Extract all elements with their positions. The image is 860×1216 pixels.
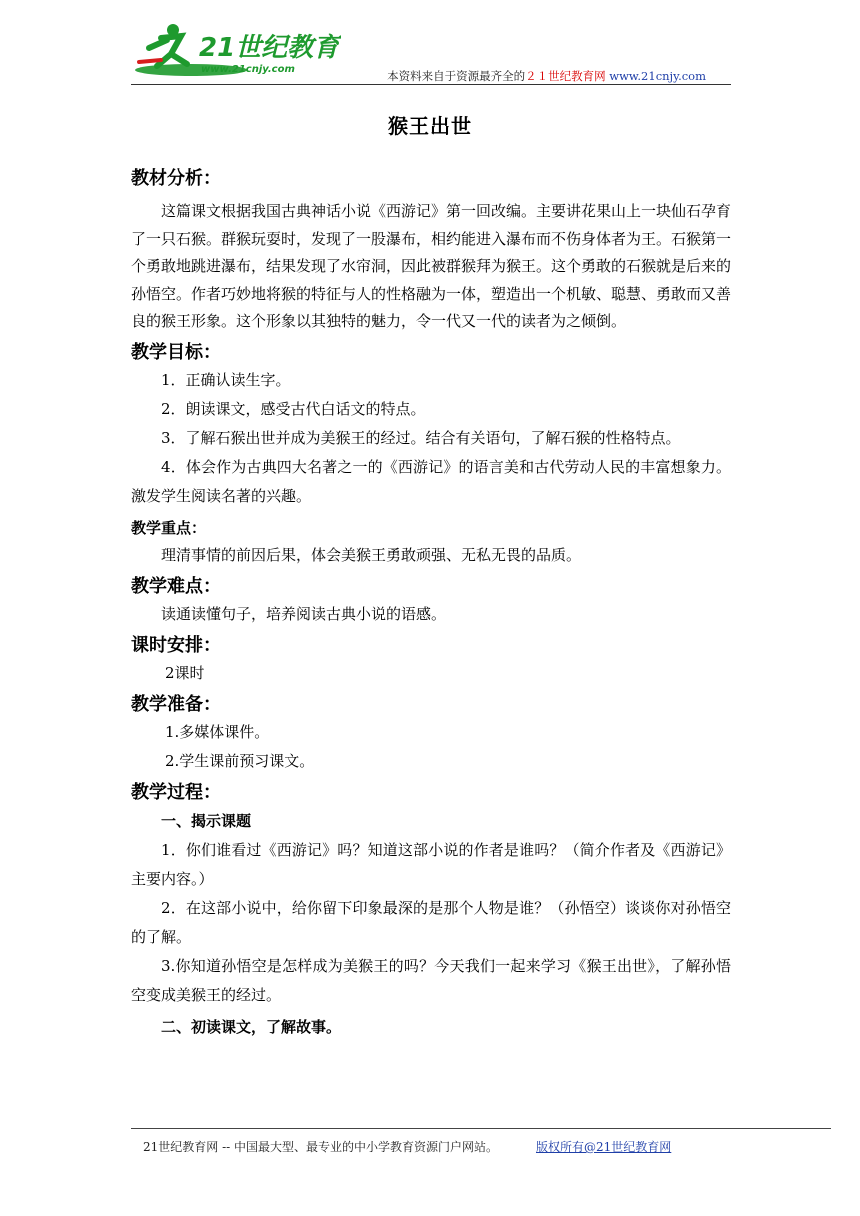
analysis-paragraph: 这篇课文根据我国古典神话小说《西游记》第一回改编。主要讲花果山上一块仙石孕育了一只石猴。群猴玩耍时，发现了一股瀑布，相约能进入瀑布而不伤身体者为王。石猴第一个勇敢地跳进瀑布，结果发现了水帘洞，因此被群猴拜为猴王。这个勇敢的石猴就是后来的孙悟空。作者巧妙地将猴的特征与人的性格融为一体，塑造出一个机敏、聪慧、勇敢而又善良的猴王形象。这个形象以其独特的魅力，令一代又一代的读者为之倾倒。 — [131, 202, 732, 330]
goal-item: 2．朗读课文，感受古代白话文的特点。 — [161, 399, 426, 418]
heading-process: 教学过程： — [131, 781, 221, 803]
heading-analysis: 教材分析： — [131, 168, 221, 189]
difficulty-text: 读通读懂句子，培养阅读古典小说的语感。 — [161, 604, 447, 623]
logo-21cnjy — [131, 20, 341, 82]
header-note-url[interactable]: www.21cnjy.com — [609, 69, 706, 83]
process-item: 2．在这部小说中，给你留下印象最深的是那个人物是谁？（孙悟空）谈谈你对孙悟空的了解。 — [131, 898, 731, 946]
goal-item: 3．了解石猴出世并成为美猴王的经过。结合有关语句，了解石猴的性格特点。 — [161, 428, 681, 447]
goal-item: 4．体会作为古典四大名著之一的《西游记》的语言美和古代劳动人民的丰富想象力。激发学生阅读名著的兴趣。 — [131, 457, 731, 505]
process-item: 3.你知道孙悟空是怎样成为美猴王的吗？今天我们一起来学习《猴王出世》，了解孙悟空变成美猴王的经过。 — [131, 956, 731, 1004]
footer-copyright-link[interactable]: 版权所有@21世纪教育网 — [536, 1140, 672, 1154]
heading-schedule: 课时安排： — [131, 634, 221, 656]
process-part-2: 二、初读课文，了解故事。 — [161, 1017, 342, 1036]
process-item: 1．你们谁看过《西游记》吗？知道这部小说的作者是谁吗？（简介作者及《西游记》主要内容。） — [131, 840, 731, 888]
heading-difficulty: 教学难点： — [131, 575, 221, 597]
schedule-text: 2课时 — [165, 663, 205, 682]
prep-item: 1.多媒体课件。 — [165, 722, 270, 741]
header-source-note — [387, 68, 706, 84]
header-note-prefix: 本资料来自于资源最齐全的 — [387, 69, 526, 83]
heading-goals: 教学目标： — [131, 341, 221, 363]
document-body — [131, 166, 731, 1042]
heading-key-points: 教学重点： — [131, 518, 207, 537]
prep-item: 2.学生课前预习课文。 — [165, 751, 315, 770]
svg-text:21世纪教育: 21世纪教育 — [199, 33, 340, 63]
page-header — [131, 20, 731, 86]
heading-preparation: 教学准备： — [131, 693, 221, 715]
page-footer — [143, 1138, 671, 1155]
header-note-highlight: ２１世纪教育网 — [525, 69, 606, 83]
process-part-1: 一、揭示课题 — [161, 811, 252, 830]
document-title: 猴王出世 — [388, 114, 472, 138]
svg-text:www.21cnjy.com: www.21cnjy.com — [201, 64, 295, 75]
header-divider — [131, 84, 731, 85]
footer-site-note: 21世纪教育网 -- 中国最大型、最专业的中小学教育资源门户网站。 — [143, 1140, 499, 1154]
key-points-text: 理清事情的前因后果，体会美猴王勇敢顽强、无私无畏的品质。 — [161, 545, 582, 564]
footer-divider — [131, 1128, 831, 1129]
goal-item: 1．正确认读生字。 — [161, 370, 291, 389]
